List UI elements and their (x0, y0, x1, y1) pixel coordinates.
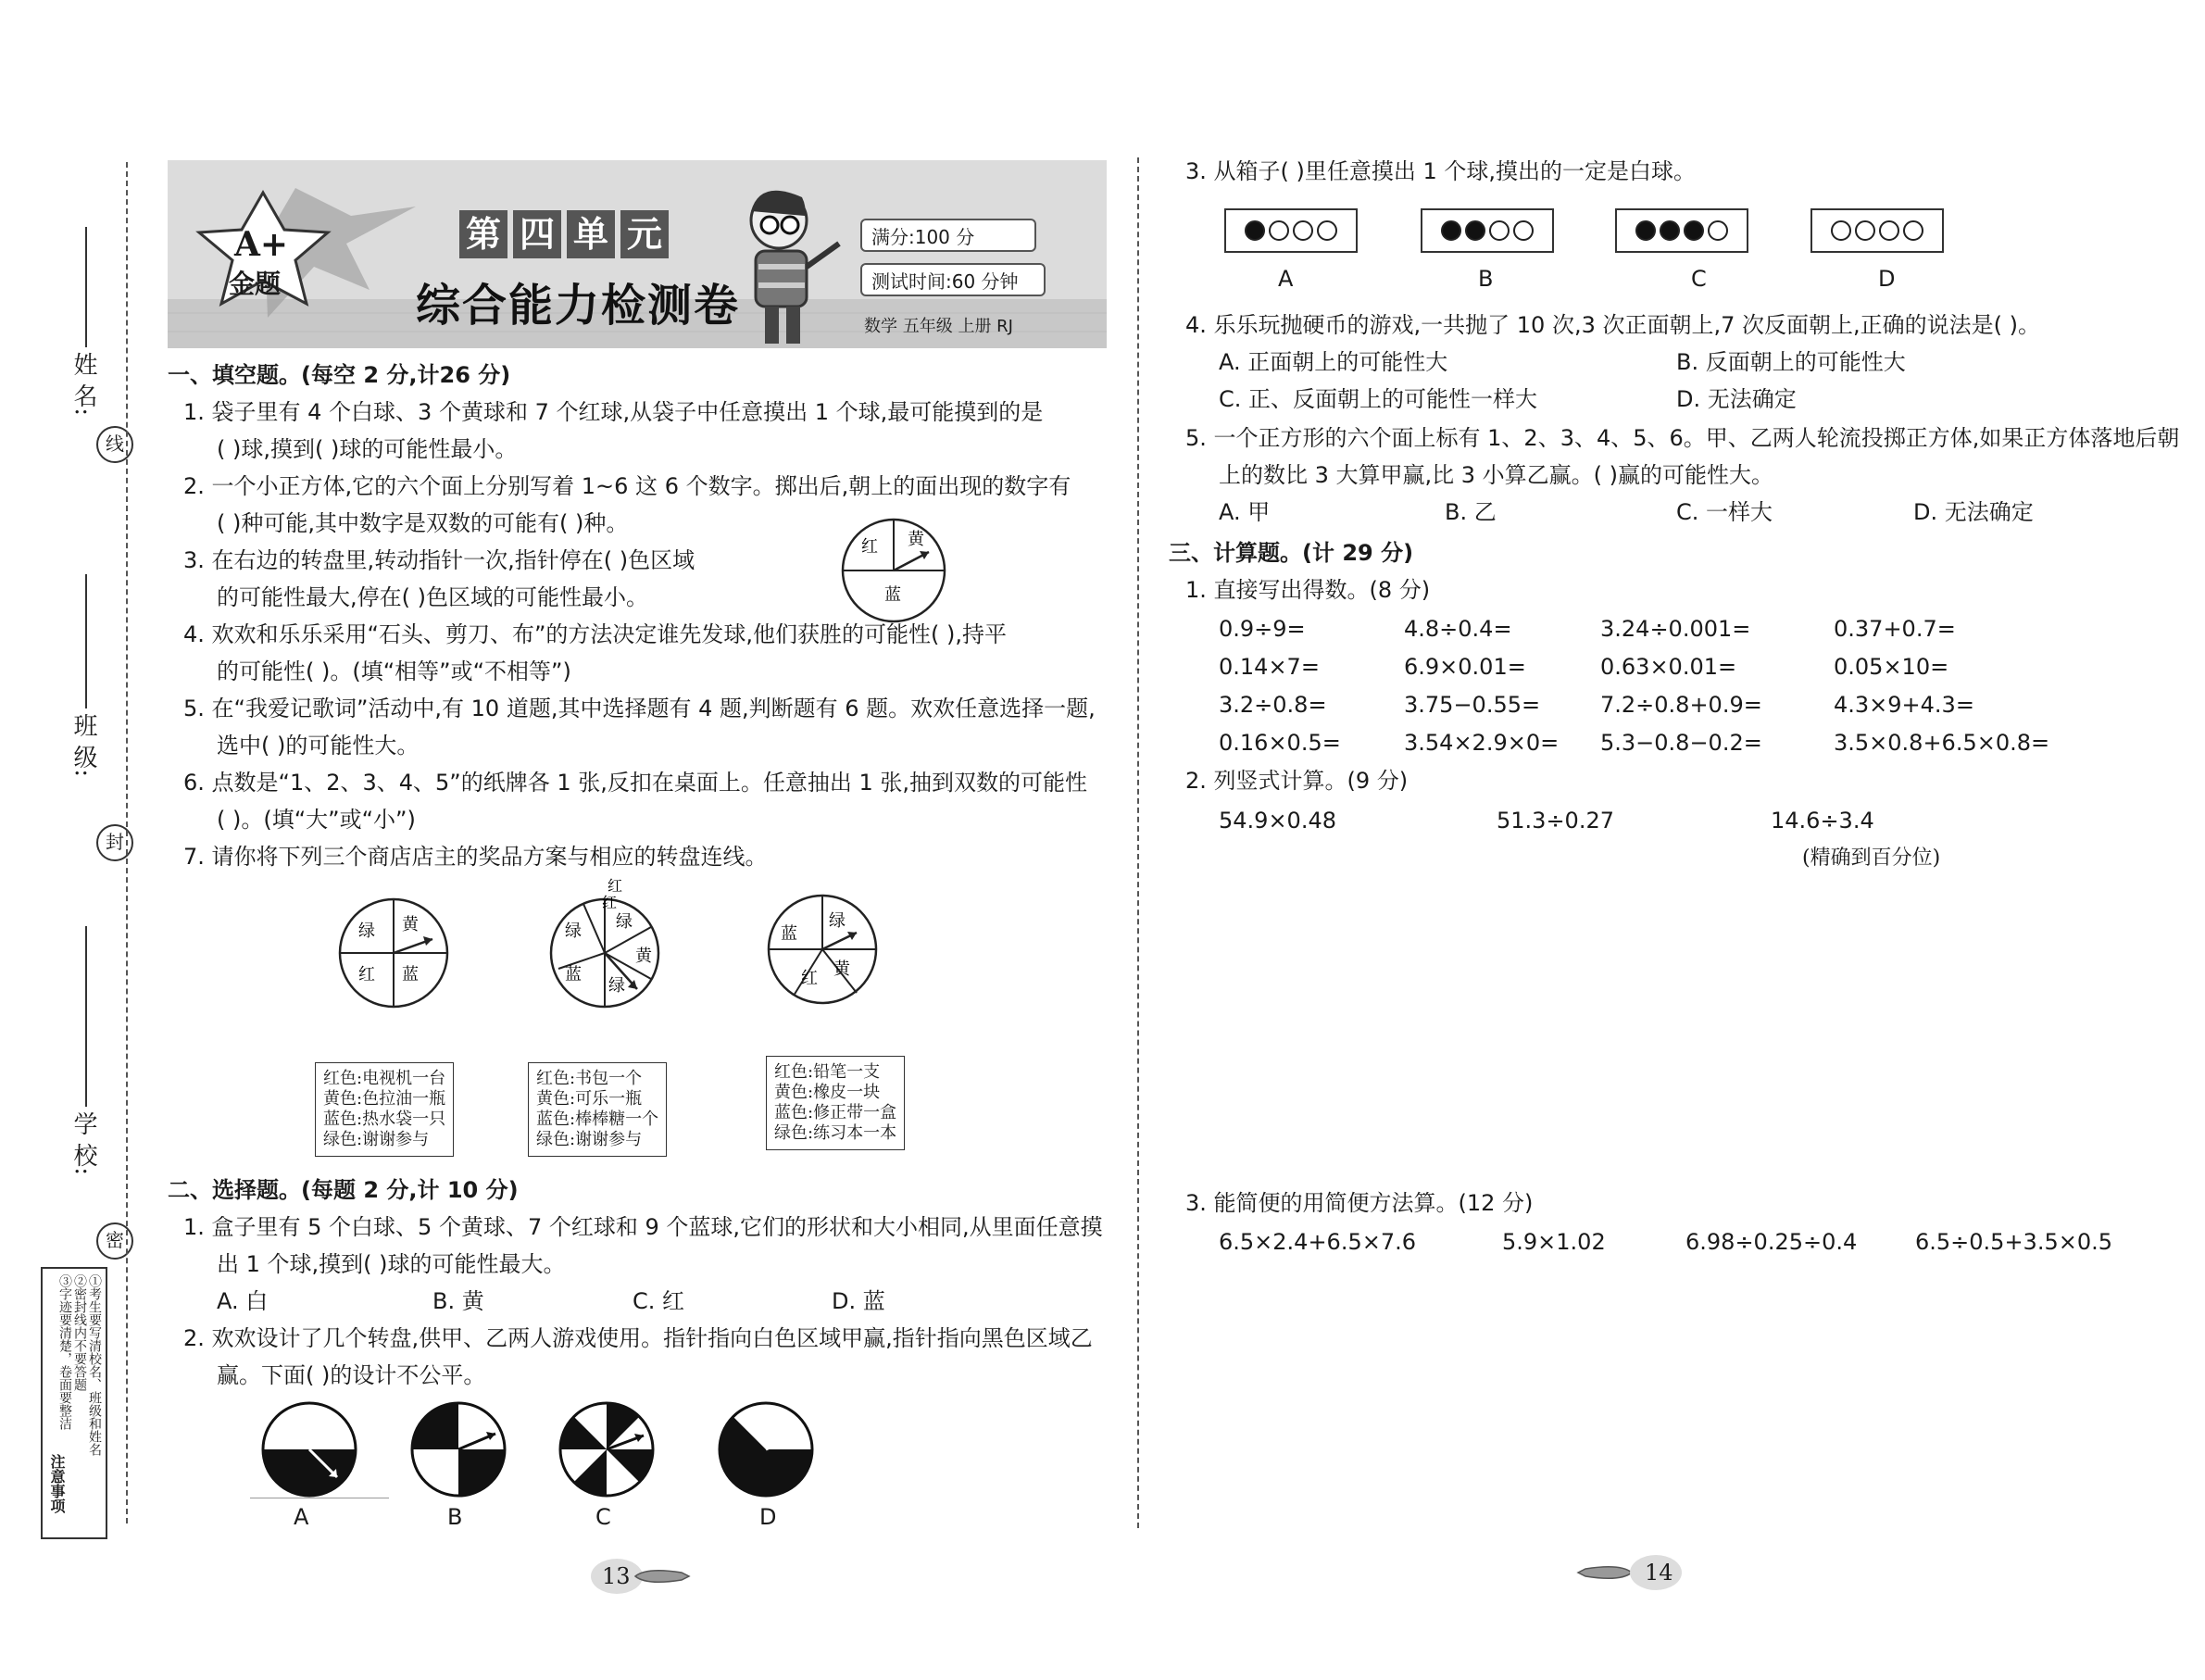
s2-q4-opt-d: D. 无法确定 (1676, 386, 1797, 412)
school-label: 学 校: (69, 1111, 97, 1176)
s3-q2-item-1: 54.9×0.48 (1219, 808, 1336, 834)
calc-r2-c1: 0.14×7= (1219, 654, 1320, 680)
s2-q2-spinner-c (556, 1398, 658, 1500)
s1-q4-line2: 的可能性( )。(填“相等”或“不相等”) (217, 658, 571, 684)
box-label-a: A (1278, 266, 1294, 292)
s3-q3-item-2: 5.9×1.02 (1502, 1229, 1606, 1255)
page-num-14: 14 (1645, 1560, 1673, 1586)
calc-r1-c4: 0.37+0.7= (1834, 616, 1956, 642)
calc-r1-c2: 4.8÷0.4= (1404, 616, 1512, 642)
q7-wheel-1 (335, 895, 452, 1011)
calc-r2-c3: 0.63×0.01= (1600, 654, 1737, 680)
calc-r1-c1: 0.9÷9= (1219, 616, 1306, 642)
prize-box-2: 红色:书包一个 黄色:可乐一瓶 蓝色:棒棒糖一个 绿色:谢谢参与 (528, 1062, 667, 1157)
school-line (85, 926, 87, 1107)
calc-r3-c4: 4.3×9+4.3= (1834, 692, 1974, 718)
s1-q6-line2: ( )。(填“大”或“小”) (217, 807, 416, 833)
q3-wheel-red: 红 (861, 537, 878, 557)
w2-green-b: 绿 (616, 912, 633, 932)
s1-q1-line1: 1. 袋子里有 4 个白球、3 个黄球和 7 个红球,从袋子中任意摸出 1 个球,最可能摸到的是 (183, 399, 1044, 425)
unit-char-4: 元 (620, 210, 669, 258)
q7-wheel-2 (546, 877, 663, 1011)
grade-meta: 数学 五年级 上册 RJ (864, 317, 1013, 336)
box-b (1421, 208, 1554, 253)
s2-q4-opt-c: C. 正、反面朝上的可能性一样大 (1219, 386, 1538, 412)
s2-q2-spinner-a (258, 1398, 360, 1500)
s1-q5-line2: 选中( )的可能性大。 (217, 733, 420, 759)
binding-dotted-line (126, 162, 128, 1523)
prize-box-1: 红色:电视机一台 黄色:色拉油一瓶 蓝色:热水袋一只 绿色:谢谢参与 (315, 1062, 454, 1157)
calc-r4-c2: 3.54×2.9×0= (1404, 730, 1560, 756)
badge-sub-text: 金题 (229, 269, 282, 299)
header-banner (168, 160, 1107, 348)
full-score: 满分:100 分 (860, 219, 1036, 252)
note-2: ②密封线内不要答题 (72, 1274, 87, 1391)
star-badge-icon (184, 179, 425, 345)
s3-q3-item-4: 6.5÷0.5+3.5×0.5 (1915, 1229, 2112, 1255)
s2-q1-opt-a: A. 白 (217, 1288, 269, 1314)
s2-q5-line2: 上的数比 3 大算甲赢,比 3 小算乙赢。( )赢的可能性大。 (1219, 462, 1774, 488)
unit-char-1: 第 (459, 210, 507, 258)
s3-q2-item-2: 51.3÷0.27 (1497, 808, 1614, 834)
s3-q3: 3. 能简便的用简便方法算。(12 分) (1185, 1190, 1534, 1216)
w2-red: 红 (608, 877, 623, 895)
s2-q5-opt-b: B. 乙 (1445, 499, 1497, 525)
calc-r4-c1: 0.16×0.5= (1219, 730, 1341, 756)
s2-q2-line1: 2. 欢欢设计了几个转盘,供甲、乙两人游戏使用。指针指向白色区域甲赢,指针指向黑色区域乙 (183, 1325, 1093, 1351)
notes-title: 注意事项 (48, 1454, 66, 1513)
unit-title (459, 210, 669, 258)
w1-green: 绿 (358, 921, 375, 941)
box-d (1810, 208, 1944, 253)
s1-q2-line1: 2. 一个小正方体,它的六个面上分别写着 1~6 这 6 个数字。掷出后,朝上的面出现的数字有 (183, 473, 1071, 499)
s2-q2-spinner-b (407, 1398, 509, 1500)
box-label-d: D (1878, 266, 1896, 292)
s2-q3: 3. 从箱子( )里任意摸出 1 个球,摸出的一定是白球。 (1185, 158, 1697, 184)
calc-r2-c2: 6.9×0.01= (1404, 654, 1526, 680)
secret-mark: 密 (96, 1222, 133, 1260)
w1-blue: 蓝 (402, 965, 419, 984)
calc-r4-c4: 3.5×0.8+6.5×0.8= (1834, 730, 2050, 756)
box-c (1615, 208, 1748, 253)
section2-title: 二、选择题。(每题 2 分,计 10 分) (168, 1177, 519, 1203)
s2-q2-label-b: B (447, 1504, 463, 1530)
w1-yellow: 黄 (402, 915, 419, 934)
q3-wheel-blue: 蓝 (884, 585, 901, 605)
calc-r4-c3: 5.3−0.8−0.2= (1600, 730, 1762, 756)
badge-text: A+ (234, 225, 289, 264)
w2-blue: 蓝 (565, 965, 582, 984)
s2-q2-label-a: A (294, 1504, 309, 1530)
s2-q5-opt-a: A. 甲 (1219, 499, 1271, 525)
w2-yellow: 黄 (635, 947, 652, 966)
s3-q1: 1. 直接写出得数。(8 分) (1185, 577, 1431, 603)
s3-q3-item-1: 6.5×2.4+6.5×7.6 (1219, 1229, 1416, 1255)
w3-yellow: 黄 (833, 959, 850, 979)
box-label-c: C (1691, 266, 1707, 292)
s2-q1-opt-b: B. 黄 (432, 1288, 484, 1314)
calc-r3-c3: 7.2÷0.8+0.9= (1600, 692, 1762, 718)
s2-q5-line1: 5. 一个正方形的六个面上标有 1、2、3、4、5、6。甲、乙两人轮流投掷正方体,如果正方体落地后朝 (1185, 425, 2180, 451)
note-1: ①考生要写清校名、班级和姓名 (87, 1274, 102, 1456)
s1-q1-line2: ( )球,摸到( )球的可能性最小。 (217, 436, 518, 462)
s1-q2-line2: ( )种可能,其中数字是双数的可能有( )种。 (217, 510, 629, 536)
page-num-13: 13 (602, 1563, 631, 1589)
s1-q3-line1: 3. 在右边的转盘里,转动指针一次,指针停在( )色区域 (183, 547, 695, 573)
test-time: 测试时间:60 分钟 (860, 263, 1046, 296)
note-3: ③字迹要清楚，卷面要整洁 (57, 1274, 72, 1430)
w2-green-a: 绿 (565, 921, 582, 941)
s2-q5-opt-d: D. 无法确定 (1913, 499, 2034, 525)
s2-q1-opt-d: D. 蓝 (832, 1288, 885, 1314)
unit-char-3: 单 (567, 210, 615, 258)
s2-q2-line2: 赢。下面( )的设计不公平。 (217, 1362, 486, 1388)
s1-q5-line1: 5. 在“我爱记歌词”活动中,有 10 道题,其中选择题有 4 题,判断题有 6 题。欢欢任意选择一题, (183, 696, 1096, 721)
page-number-left (589, 1556, 691, 1597)
box-a (1224, 208, 1358, 253)
s2-q2-spinner-d (715, 1398, 817, 1500)
q3-spinner (838, 515, 949, 626)
section1-title: 一、填空题。(每空 2 分,计26 分) (168, 362, 511, 388)
s1-q3-line2: 的可能性最大,停在( )色区域的可能性最小。 (217, 584, 648, 610)
calc-r1-c3: 3.24÷0.001= (1600, 616, 1751, 642)
class-line (85, 574, 87, 708)
w2-red-top: 红 (602, 894, 618, 911)
s2-q1-line1: 1. 盒子里有 5 个白球、5 个黄球、7 个红球和 9 个蓝球,它们的形状和大小相同,从里面任意摸 (183, 1214, 1103, 1240)
s3-q2-note: (精确到百分位) (1802, 846, 1941, 870)
name-label: 姓 名: (69, 352, 97, 417)
seal-mark: 封 (96, 824, 133, 861)
binding-margin (0, 0, 139, 1680)
s2-q4-opt-b: B. 反面朝上的可能性大 (1676, 349, 1906, 375)
s2-q1-opt-c: C. 红 (633, 1288, 685, 1314)
w3-green: 绿 (829, 911, 846, 931)
section3-title: 三、计算题。(计 29 分) (1169, 540, 1414, 566)
page-number-right (1574, 1552, 1685, 1593)
cartoon-boy-icon (714, 179, 853, 348)
s2-q4-opt-a: A. 正面朝上的可能性大 (1219, 349, 1448, 375)
s3-q3-item-3: 6.98÷0.25÷0.4 (1685, 1229, 1858, 1255)
prize-box-3: 红色:铅笔一支 黄色:橡皮一块 蓝色:修正带一盒 绿色:练习本一本 (766, 1056, 905, 1150)
w2-green-c: 绿 (608, 976, 625, 996)
box-label-b: B (1478, 266, 1494, 292)
s3-q2-item-3: 14.6÷3.4 (1771, 808, 1874, 834)
w1-red: 红 (358, 965, 375, 984)
s2-q4: 4. 乐乐玩抛硬币的游戏,一共抛了 10 次,3 次正面朝上,7 次反面朝上,正确的说法是( )。 (1185, 312, 2040, 338)
notes-box (41, 1267, 107, 1539)
calc-r3-c1: 3.2÷0.8= (1219, 692, 1327, 718)
seal-line-mark: 线 (96, 426, 133, 463)
s1-q4-line1: 4. 欢欢和乐乐采用“石头、剪刀、布”的方法决定谁先发球,他们获胜的可能性( ),持平 (183, 621, 1008, 647)
unit-char-2: 四 (513, 210, 561, 258)
class-label: 班 级: (69, 713, 97, 778)
s2-q2-label-c: C (595, 1504, 611, 1530)
s1-q7: 7. 请你将下列三个商店店主的奖品方案与相应的转盘连线。 (183, 844, 768, 870)
s2-q1-line2: 出 1 个球,摸到( )球的可能性最大。 (217, 1251, 566, 1277)
q7-wheel-3 (764, 891, 881, 1008)
calc-r2-c4: 0.05×10= (1834, 654, 1949, 680)
s3-q2: 2. 列竖式计算。(9 分) (1185, 768, 1409, 794)
s2-q5-opt-c: C. 一样大 (1676, 499, 1773, 525)
page-title: 综合能力检测卷 (416, 280, 741, 332)
q3-wheel-yellow: 黄 (908, 530, 924, 549)
s1-q6-line1: 6. 点数是“1、2、3、4、5”的纸牌各 1 张,反扣在桌面上。任意抽出 1 张,抽到双数的可能性 (183, 770, 1088, 796)
w3-blue: 蓝 (781, 924, 797, 944)
calc-r3-c2: 3.75−0.55= (1404, 692, 1541, 718)
s2-q2-label-d: D (759, 1504, 777, 1530)
name-line (85, 227, 87, 347)
w3-red: 红 (801, 969, 818, 988)
column-divider (1137, 157, 1139, 1528)
score-card (860, 219, 1046, 304)
